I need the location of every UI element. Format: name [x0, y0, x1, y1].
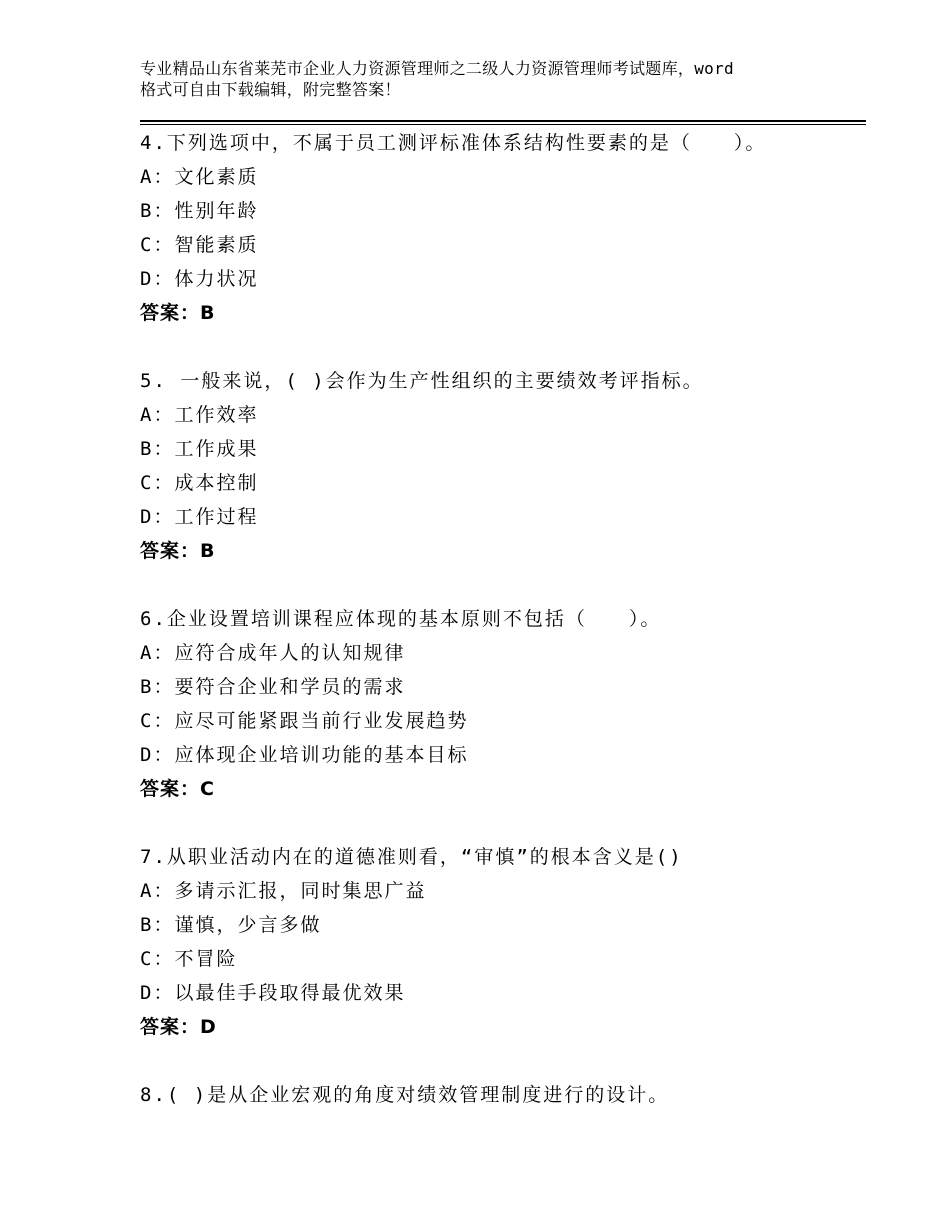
question-7: [140, 840, 866, 1044]
option-b: B：谨慎，少言多做: [140, 914, 322, 936]
question-5: [140, 364, 866, 568]
option-b: B：性别年龄: [140, 200, 259, 222]
header-line-1: 专业精品山东省莱芜市企业人力资源管理师之二级人力资源管理师考试题库，word: [140, 59, 734, 78]
option-d: D：应体现企业培训功能的基本目标: [140, 744, 469, 766]
question-stem: 4.下列选项中，不属于员工测评标准体系结构性要素的是（ ）。: [140, 132, 767, 154]
option-c: C：成本控制: [140, 472, 259, 494]
question-stem: 5. 一般来说，( )会作为生产性组织的主要绩效考评指标。: [140, 370, 704, 392]
header-divider-thick: [140, 120, 866, 122]
option-d: D：工作过程: [140, 506, 259, 528]
option-c: C：智能素质: [140, 234, 259, 256]
question-8: [140, 1078, 866, 1112]
question-4: [140, 126, 866, 330]
document-header: [140, 58, 840, 100]
answer: 答案：B: [140, 302, 216, 324]
answer: 答案：D: [140, 1016, 217, 1038]
option-c: C：不冒险: [140, 948, 238, 970]
option-a: A：多请示汇报，同时集思广益: [140, 880, 427, 902]
option-a: A：应符合成年人的认知规律: [140, 642, 406, 664]
option-b: B：要符合企业和学员的需求: [140, 676, 406, 698]
option-a: A：文化素质: [140, 166, 259, 188]
answer: 答案：C: [140, 778, 215, 800]
header-line-2: 格式可自由下载编辑，附完整答案！: [140, 80, 401, 99]
question-stem: 6.企业设置培训课程应体现的基本原则不包括（ ）。: [140, 608, 662, 630]
answer: 答案：B: [140, 540, 216, 562]
option-b: B：工作成果: [140, 438, 259, 460]
header-divider-thin: [140, 124, 866, 125]
option-d: D：以最佳手段取得最优效果: [140, 982, 406, 1004]
question-stem: 7.从职业活动内在的道德准则看，“审慎”的根本含义是(): [140, 846, 683, 868]
option-c: C：应尽可能紧跟当前行业发展趋势: [140, 710, 469, 732]
option-d: D：体力状况: [140, 268, 259, 290]
question-list: [140, 126, 866, 1146]
option-a: A：工作效率: [140, 404, 259, 426]
question-stem: 8.( )是从企业宏观的角度对绩效管理制度进行的设计。: [140, 1084, 670, 1106]
question-6: [140, 602, 866, 806]
